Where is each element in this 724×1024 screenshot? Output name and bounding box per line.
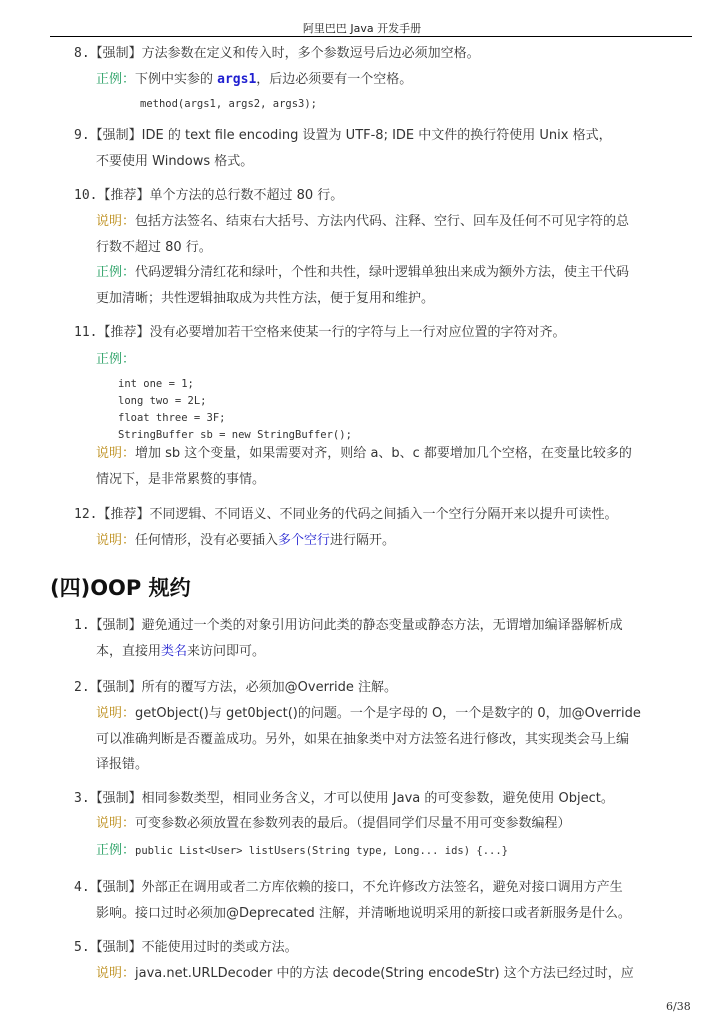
example-label: 正例： [96,72,136,87]
rule-text: 外部正在调用或者二方库依赖的接口，不允许修改方法签名，避免对接口调用方产生 [141,880,623,895]
note-label: 说明： [96,816,136,831]
example-text: 代码逻辑分清红花和绿叶，个性和共性，绿叶逻辑单独出来成为额外方法，使主干代码 [135,265,630,280]
example-label: 正例： [96,843,136,858]
rule-tag: 【强制】 [89,46,142,61]
code-line: method(args1, args2, args3); [140,98,318,110]
example-line [96,264,629,282]
note-text: 增加 sb 这个变量，如果需要对齐，则给 a、b、c 都要增加几个空格，在变量比较多的 [135,446,632,461]
rule-text-continued [96,643,265,661]
item-number: 2. [74,680,90,695]
highlight-text: 多个空行 [278,533,331,548]
note-text-continued: 行数不超过 80 行。 [96,240,212,255]
rule-tag: 【推荐】 [97,325,150,340]
note-text-continued: 情况下，是非常累赘的事情。 [96,472,266,487]
rule-text-continued: 不要使用 Windows 格式。 [96,154,254,169]
oop-rule-item-5 [74,939,298,957]
note-line [96,965,634,983]
note-line [96,815,571,833]
rule-tag: 【强制】 [89,618,142,633]
note-text-end: 进行隔开。 [330,533,396,548]
rule-text: 没有必要增加若干空格来使某一行的字符与上一行对应位置的字符对齐。 [149,325,566,340]
header-divider [50,36,692,37]
item-number: 1. [74,618,90,633]
highlight-text: 类名 [161,644,188,659]
item-number: 3. [74,791,90,806]
note-text-continued: 译报错。 [96,757,149,772]
example-line [96,71,412,89]
note-text: getObject()与 get0bject()的问题。一个是字母的 O，一个是数字的 0，加@Override [135,706,641,721]
example-label: 正例： [96,352,136,367]
example-line [96,842,508,860]
rule-tag: 【强制】 [89,880,142,895]
item-number: 12. [74,507,98,522]
highlight-code: args1 [217,72,257,87]
item-number: 9. [74,128,90,143]
rule-text: 避免通过一个类的对象引用访问此类的静态变量或静态方法，无谓增加编译器解析成 [141,618,623,633]
note-text: 可变参数必须放置在参数列表的最后。（提倡同学们尽量不用可变参数编程） [135,816,571,831]
rule-item-8 [74,45,480,63]
example-code: public List<User> listUsers(String type, Long... ids) {...} [135,845,508,857]
rule-text: 不同逻辑、不同语义、不同业务的代码之间插入一个空行分隔开来以提升可读性。 [149,507,618,522]
rule-item-10 [74,187,343,205]
note-text: 任何情形，没有必要插入 [135,533,279,548]
rule-text: 相同参数类型，相同业务含义，才可以使用 Java 的可变参数，避免使用 Object。 [141,791,614,806]
document-header-title: 阿里巴巴 Java 开发手册 [302,22,422,35]
rule-text: 单个方法的总行数不超过 80 行。 [149,188,344,203]
rule-item-11 [74,324,566,342]
rule-text: 所有的覆写方法，必须加@Override 注解。 [141,680,398,695]
rule-tag: 【强制】 [89,128,142,143]
note-label: 说明： [96,446,136,461]
code-line: long two = 2L; [118,395,207,407]
note-label: 说明： [96,706,136,721]
rule-tag: 【推荐】 [97,507,150,522]
rule-item-9 [74,127,612,145]
code-line: float three = 3F; [118,412,226,424]
note-label: 说明： [96,966,136,981]
note-text: java.net.URLDecoder 中的方法 decode(String encodeStr) 这个方法已经过时，应 [135,966,634,981]
item-number: 10. [74,188,98,203]
oop-rule-item-3 [74,790,614,808]
note-line [96,445,632,463]
code-line: int one = 1; [118,378,194,390]
code-line: StringBuffer sb = new StringBuffer(); [118,429,352,441]
example-text: 下例中实参的 [135,72,218,87]
note-text-continued: 可以准确判断是否覆盖成功。另外，如果在抽象类中对方法签名进行修改，其实现类会马上编 [96,732,630,747]
example-text-continued: 更加清晰；共性逻辑抽取成为共性方法，便于复用和维护。 [96,291,435,306]
note-label: 说明： [96,214,136,229]
item-number: 11. [74,325,98,340]
page-number: 6/38 [666,1000,691,1013]
oop-rule-item-2 [74,679,397,697]
rule-text: 本，直接用 [96,644,162,659]
rule-text: 方法参数在定义和传入时，多个参数逗号后边必须加空格。 [141,46,480,61]
rule-tag: 【推荐】 [97,188,150,203]
rule-tag: 【强制】 [89,940,142,955]
item-number: 5. [74,940,90,955]
section-heading: (四)OOP 规约 [50,576,191,600]
note-text: 包括方法签名、结束右大括号、方法内代码、注释、空行、回车及任何不可见字符的总 [135,214,630,229]
oop-rule-item-4 [74,879,623,897]
rule-text: 不能使用过时的类或方法。 [141,940,298,955]
rule-tag: 【强制】 [89,791,142,806]
example-text-end: ，后边必须要有一个空格。 [256,72,413,87]
oop-rule-item-1 [74,617,623,635]
rule-item-12 [74,506,618,524]
note-line [96,532,395,550]
rule-text: IDE 的 text file encoding 设置为 UTF-8; IDE 中文件的换行符使用 Unix 格式， [141,128,612,143]
item-number: 4. [74,880,90,895]
rule-text-continued: 影响。接口过时必须加@Deprecated 注解，并清晰地说明采用的新接口或者新服务是什么。 [96,906,631,921]
note-line [96,213,629,231]
example-label: 正例： [96,265,136,280]
rule-tag: 【强制】 [89,680,142,695]
note-label: 说明： [96,533,136,548]
note-line [96,705,641,723]
rule-text-end: 来访问即可。 [187,644,266,659]
item-number: 8. [74,46,90,61]
